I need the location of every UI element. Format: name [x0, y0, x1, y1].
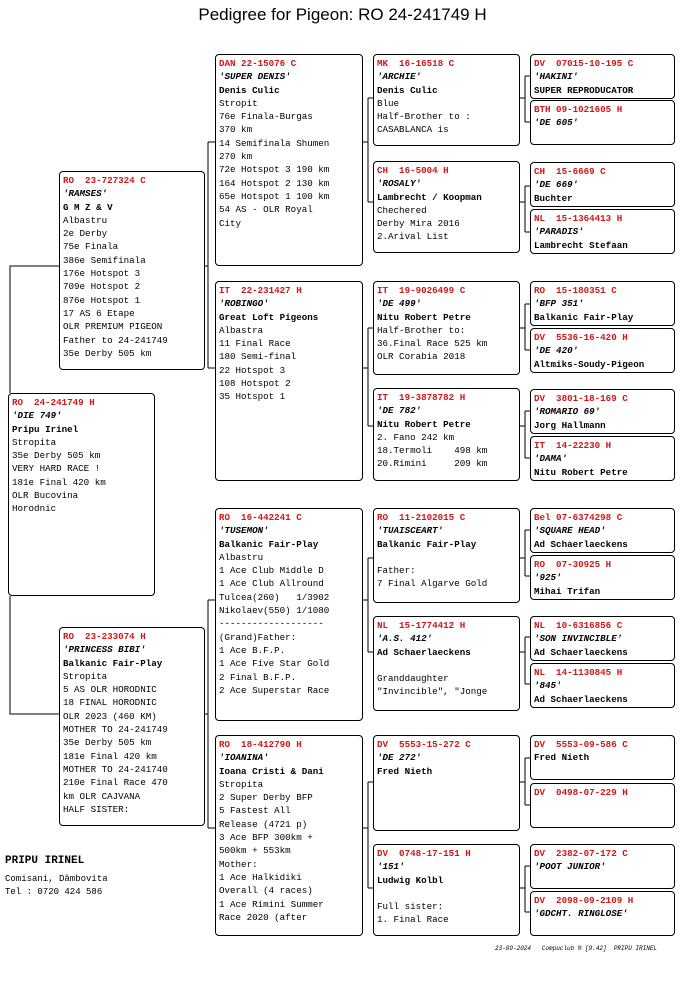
- pigeon-name: 'PRINCESS BIBI': [63, 644, 146, 656]
- ring-number: BTH 09-1021605 H: [534, 104, 623, 115]
- note-line: 22 Hotspot 3: [219, 364, 286, 376]
- note-line: 180 Semi-final: [219, 351, 297, 363]
- ring-number: DV 2098-09-2109 H: [534, 895, 634, 906]
- pigeon-card-sire-dam[interactable]: [215, 281, 363, 481]
- note-line: Granddaughter: [377, 673, 449, 685]
- note-line: VERY HARD RACE !: [12, 463, 101, 475]
- pigeon-card-dam-sire[interactable]: [215, 508, 363, 721]
- pigeon-notes: [377, 324, 516, 364]
- owner-name: Ad Schaerlaeckens: [377, 646, 471, 658]
- note-line: 72e Hotspot 3 190 km: [219, 164, 330, 176]
- note-line: 11 Final Race: [219, 338, 291, 350]
- ring-number: DV 07015-10-195 C: [534, 58, 634, 69]
- breeder-info: [5, 855, 108, 899]
- ring-number: RO 15-180351 C: [534, 285, 617, 296]
- ring-number: RO 23-233074 H: [63, 631, 146, 642]
- pigeon-card-dsd[interactable]: [373, 616, 520, 711]
- note-line: 65e Hotspot 1 100 km: [219, 190, 330, 202]
- note-line: 1. Final Race: [377, 914, 449, 926]
- note-line: 35e Derby 505 km: [63, 737, 152, 749]
- note-line: Mother:: [219, 858, 258, 870]
- pigeon-card-g5-9[interactable]: [530, 508, 675, 553]
- owner-name: Fred Nieth: [377, 765, 433, 777]
- owner-name: Jorg Hallmann: [534, 419, 606, 431]
- note-line: 75e Finala: [63, 241, 119, 253]
- owner-name: Denis Culic: [219, 84, 280, 96]
- note-line: 181e Final 420 km: [12, 476, 106, 488]
- pigeon-card-sire-sire[interactable]: [215, 54, 363, 266]
- breeder-name: PRIPU IRINEL: [5, 855, 85, 867]
- note-line: Chechered: [377, 204, 427, 216]
- note-line: OLR PREMIUM PIGEON: [63, 321, 163, 333]
- owner-name: Lambrecht / Koopman: [377, 191, 482, 203]
- note-line: 2. Fano 242 km: [377, 431, 455, 443]
- note-line: 1 Ace Club Middle D: [219, 565, 324, 577]
- note-line: 164 Hotspot 2 130 km: [219, 177, 330, 189]
- note-line: [377, 659, 516, 672]
- ring-number: RO 18-412790 H: [219, 739, 302, 750]
- ring-number: DV 0498-07-229 H: [534, 787, 628, 798]
- pigeon-name: 'DAMA': [534, 453, 568, 465]
- note-line: 17 AS 6 Etape: [63, 307, 135, 319]
- pigeon-notes: [377, 204, 516, 244]
- note-line: Horodnic: [12, 503, 57, 515]
- pigeon-name: '845': [534, 680, 562, 692]
- pigeon-card-g5-13[interactable]: [530, 735, 675, 780]
- pigeon-notes: [377, 97, 516, 137]
- pigeon-card-g5-3[interactable]: [530, 162, 675, 207]
- ring-number: CH 15-6669 C: [534, 166, 606, 177]
- pigeon-card-g5-14[interactable]: [530, 783, 675, 828]
- note-line: 35e Derby 505 km: [12, 450, 101, 462]
- owner-name: Buchter: [534, 192, 573, 204]
- pigeon-card-g5-6[interactable]: [530, 328, 675, 373]
- pigeon-notes: [219, 324, 359, 404]
- note-line: 108 Hotspot 2: [219, 378, 291, 390]
- pigeon-card-g5-1[interactable]: [530, 54, 675, 99]
- note-line: Stropit: [219, 97, 258, 109]
- pigeon-card-g5-8[interactable]: [530, 436, 675, 481]
- note-line: OLR 2023 (460 KM): [63, 710, 157, 722]
- pigeon-card-g5-12[interactable]: [530, 663, 675, 708]
- pigeon-name: 'DE 272': [377, 752, 422, 764]
- note-line: Albastru: [63, 214, 108, 226]
- breeder-phone: Tel : 0720 424 586: [5, 887, 103, 897]
- ring-number: RO 24-241749 H: [12, 397, 95, 408]
- owner-name: Great Loft Pigeons: [219, 311, 319, 323]
- pigeon-name: 'SUPER DENIS': [219, 71, 291, 83]
- note-line: 18.Termoli 498 km: [377, 445, 488, 457]
- note-line: 7 Final Algarve Gold: [377, 578, 488, 590]
- pigeon-name: 'ARCHIE': [377, 71, 422, 83]
- note-line: Derby Mira 2016: [377, 218, 460, 230]
- note-line: 1 Ace Halkidiki: [219, 871, 302, 883]
- ring-number: DV 5553-09-586 C: [534, 739, 628, 750]
- note-line: Stropita: [219, 778, 264, 790]
- pigeon-name: '925': [534, 572, 562, 584]
- pigeon-name: 'RAMSES': [63, 188, 108, 200]
- note-line: 2 Final B.F.P.: [219, 671, 297, 683]
- ring-number: CH 16-5004 H: [377, 165, 449, 176]
- ring-number: IT 14-22230 H: [534, 440, 612, 451]
- note-line: 181e Final 420 km: [63, 750, 157, 762]
- pigeon-card-g5-4[interactable]: [530, 209, 675, 254]
- owner-name: Balkanic Fair-Play: [63, 657, 163, 669]
- owner-name: Ioana Cristi & Dani: [219, 765, 324, 777]
- note-line: Nikolaev(550) 1/1080: [219, 605, 330, 617]
- page-title: Pedigree for Pigeon: RO 24-241749 H: [198, 5, 487, 24]
- ring-number: IT 19-3878782 H: [377, 392, 466, 403]
- pigeon-name: 'ROBINGO': [219, 298, 269, 310]
- ring-number: DV 2382-07-172 C: [534, 848, 628, 859]
- pigeon-notes: [219, 778, 359, 924]
- pigeon-card-g5-11[interactable]: [530, 616, 675, 661]
- note-line: 500km + 553km: [219, 845, 291, 857]
- ring-number: DAN 22-15076 C: [219, 58, 297, 69]
- note-line: 876e Hotspot 1: [63, 294, 141, 306]
- note-line: CASABLANCA is: [377, 124, 449, 136]
- ring-number: Bel 07-6374298 C: [534, 512, 623, 523]
- note-line: OLR Bucovina: [12, 490, 79, 502]
- pigeon-card-g5-10[interactable]: [530, 555, 675, 600]
- pigeon-name: 'TUAISCEART': [377, 525, 444, 537]
- note-line: 370 km: [219, 124, 253, 136]
- note-line: 5 AS OLR HORODNIC: [63, 684, 157, 696]
- pigeon-name: 'IOANINA': [219, 752, 269, 764]
- breeder-address: Comisani, Dâmbovita: [5, 874, 108, 884]
- note-line: "Invincible", "Jonge: [377, 686, 488, 698]
- note-line: 176e Hotspot 3: [63, 268, 141, 280]
- note-line: City: [219, 217, 242, 229]
- pigeon-card-ddd[interactable]: [373, 844, 520, 936]
- owner-name: Nitu Robert Petre: [377, 311, 471, 323]
- note-line: 20.Rimini 209 km: [377, 458, 488, 470]
- owner-name: Balkanic Fair-Play: [534, 311, 634, 323]
- note-line: 210e Final Race 470: [63, 777, 168, 789]
- pigeon-card-subject[interactable]: [8, 393, 155, 596]
- note-line: Stropita: [63, 670, 108, 682]
- owner-name: Altmiks-Soudy-Pigeon: [534, 358, 645, 370]
- ring-number: MK 16-16518 C: [377, 58, 455, 69]
- owner-name: Balkanic Fair-Play: [219, 538, 319, 550]
- note-line: 36.Final Race 525 km: [377, 338, 488, 350]
- owner-name: SUPER REPRODUCATOR: [534, 84, 634, 96]
- pigeon-name: 'BFP 351': [534, 298, 584, 310]
- note-line: 386e Semifinala: [63, 254, 146, 266]
- note-line: 1 Ace Club Allround: [219, 578, 324, 590]
- owner-name: Nitu Robert Petre: [377, 418, 471, 430]
- note-line: km OLR CAJVANA: [63, 790, 141, 802]
- owner-name: G M Z & V: [63, 201, 113, 213]
- pigeon-card-g5-5[interactable]: [530, 281, 675, 326]
- owner-name: Fred Nieth: [534, 752, 590, 764]
- pigeon-notes: [219, 551, 359, 697]
- ring-number: IT 19-9026499 C: [377, 285, 466, 296]
- pigeon-name: 'DE 669': [534, 179, 579, 191]
- pigeon-notes: [63, 214, 201, 360]
- owner-name: Pripu Irinel: [12, 423, 79, 435]
- ring-number: RO 16-442241 C: [219, 512, 302, 523]
- owner-name: Denis Culic: [377, 84, 438, 96]
- note-line: 1 Ace B.F.P.: [219, 644, 286, 656]
- note-line: Blue: [377, 97, 400, 109]
- note-line: 3 Ace BFP 300km +: [219, 832, 313, 844]
- note-line: 2 Ace Superstar Race: [219, 684, 330, 696]
- note-line: 35 Hotspot 1: [219, 391, 286, 403]
- pigeon-name: 'ROSALY': [377, 178, 422, 190]
- note-line: OLR Corabia 2018: [377, 351, 466, 363]
- pigeon-name: 'A.S. 412': [377, 633, 433, 645]
- pigeon-name: 'ROMARIO 69': [534, 406, 601, 418]
- note-line: (Grand)Father:: [219, 631, 297, 643]
- owner-name: Ludwig Kolbl: [377, 874, 444, 886]
- pigeon-card-dds[interactable]: [373, 735, 520, 831]
- note-line: 14 Semifinala Shumen: [219, 137, 330, 149]
- note-line: MOTHER TO 24-241740: [63, 763, 168, 775]
- note-line: 2.Arival List: [377, 231, 449, 243]
- note-line: [377, 551, 516, 564]
- pigeon-card-g5-16[interactable]: [530, 891, 675, 936]
- pigeon-notes: [377, 431, 516, 471]
- ring-number: NL 15-1364413 H: [534, 213, 623, 224]
- note-line: Full sister:: [377, 901, 444, 913]
- pigeon-name: 'DE 782': [377, 405, 422, 417]
- owner-name: Lambrecht Stefaan: [534, 239, 628, 251]
- note-line: Release (4721 p): [219, 818, 308, 830]
- note-line: HALF SISTER:: [63, 803, 130, 815]
- note-line: Half-Brother to:: [377, 324, 466, 336]
- note-line: Albastru: [219, 551, 264, 563]
- note-line: 35e Derby 505 km: [63, 347, 152, 359]
- note-line: Tulcea(260) 1/3902: [219, 591, 330, 603]
- pigeon-name: 'PARADIS': [534, 226, 584, 238]
- ring-number: DV 5536-16-420 H: [534, 332, 628, 343]
- note-line: 709e Hotspot 2: [63, 281, 141, 293]
- pigeon-name: 'TUSEMON': [219, 525, 269, 537]
- note-line: [377, 887, 516, 900]
- pigeon-card-sdd[interactable]: [373, 388, 520, 481]
- pigeon-card-dss[interactable]: [373, 508, 520, 603]
- pigeon-card-g5-2[interactable]: [530, 100, 675, 145]
- pigeon-name: 'SQUARE HEAD': [534, 525, 606, 537]
- ring-number: NL 14-1130845 H: [534, 667, 623, 678]
- pigeon-card-g5-7[interactable]: [530, 389, 675, 434]
- note-line: Stropita: [12, 436, 57, 448]
- pigeon-notes: [219, 97, 359, 230]
- pigeon-card-sire[interactable]: [59, 171, 205, 370]
- pigeon-card-ssd[interactable]: [373, 161, 520, 253]
- owner-name: Nitu Robert Petre: [534, 466, 628, 478]
- note-line: Father to 24-241749: [63, 334, 168, 346]
- note-line: 54 AS - OLR Royal: [219, 204, 313, 216]
- footer-info: 23-09-2024 Compuclub ® [9.42] PRIPU IRINEL: [495, 945, 658, 952]
- ring-number: NL 15-1774412 H: [377, 620, 466, 631]
- note-line: 5 Fastest All: [219, 805, 291, 817]
- pigeon-notes: [377, 887, 516, 927]
- pigeon-card-dam-dam[interactable]: [215, 735, 363, 936]
- note-line: Half-Brother to :: [377, 111, 471, 123]
- pigeon-name: 'SON INVINCIBLE': [534, 633, 623, 645]
- owner-name: Mihai Trifan: [534, 585, 601, 597]
- pigeon-notes: [377, 659, 516, 699]
- note-line: 1 Ace Five Star Gold: [219, 658, 330, 670]
- pigeon-card-dam[interactable]: [59, 627, 205, 826]
- note-line: 18 FINAL HORODNIC: [63, 697, 157, 709]
- note-line: MOTHER TO 24-241749: [63, 724, 168, 736]
- note-line: -------------------: [219, 618, 324, 630]
- ring-number: RO 07-30925 H: [534, 559, 612, 570]
- note-line: Father:: [377, 565, 416, 577]
- note-line: 76e Finala-Burgas: [219, 111, 313, 123]
- pigeon-card-sss[interactable]: [373, 54, 520, 146]
- pigeon-name: 'DE 420': [534, 345, 579, 357]
- note-line: Race 2020 (after: [219, 911, 308, 923]
- pigeon-notes: [377, 551, 516, 591]
- owner-name: Balkanic Fair-Play: [377, 538, 477, 550]
- note-line: Albastra: [219, 324, 264, 336]
- pigeon-card-sds[interactable]: [373, 281, 520, 375]
- pigeon-name: 'DE 499': [377, 298, 422, 310]
- pigeon-name: 'GDCHT. RINGLOSE': [534, 908, 628, 920]
- note-line: 2e Derby: [63, 228, 108, 240]
- ring-number: IT 22-231427 H: [219, 285, 302, 296]
- pigeon-notes: [12, 436, 151, 516]
- pigeon-name: 'POOT JUNIOR': [534, 861, 606, 873]
- ring-number: RO 23-727324 C: [63, 175, 146, 186]
- pigeon-name: 'DE 605': [534, 117, 579, 129]
- ring-number: NL 10-6316856 C: [534, 620, 623, 631]
- pigeon-notes: [63, 670, 201, 816]
- ring-number: DV 3801-18-169 C: [534, 393, 628, 404]
- note-line: 2 Super Derby BFP: [219, 792, 313, 804]
- pigeon-name: 'DIE 749': [12, 410, 62, 422]
- ring-number: RO 11-2102015 C: [377, 512, 466, 523]
- note-line: 1 Ace Rimini Summer: [219, 898, 324, 910]
- owner-name: Ad Schaerlaeckens: [534, 538, 628, 550]
- pigeon-name: 'HAKINI': [534, 71, 579, 83]
- pigeon-name: '151': [377, 861, 405, 873]
- note-line: 270 km: [219, 151, 253, 163]
- ring-number: DV 5553-15-272 C: [377, 739, 471, 750]
- owner-name: Ad Schaerlaeckens: [534, 646, 628, 658]
- pigeon-card-g5-15[interactable]: [530, 844, 675, 889]
- owner-name: Ad Schaerlaeckens: [534, 693, 628, 705]
- ring-number: DV 0748-17-151 H: [377, 848, 471, 859]
- note-line: Overall (4 races): [219, 885, 313, 897]
